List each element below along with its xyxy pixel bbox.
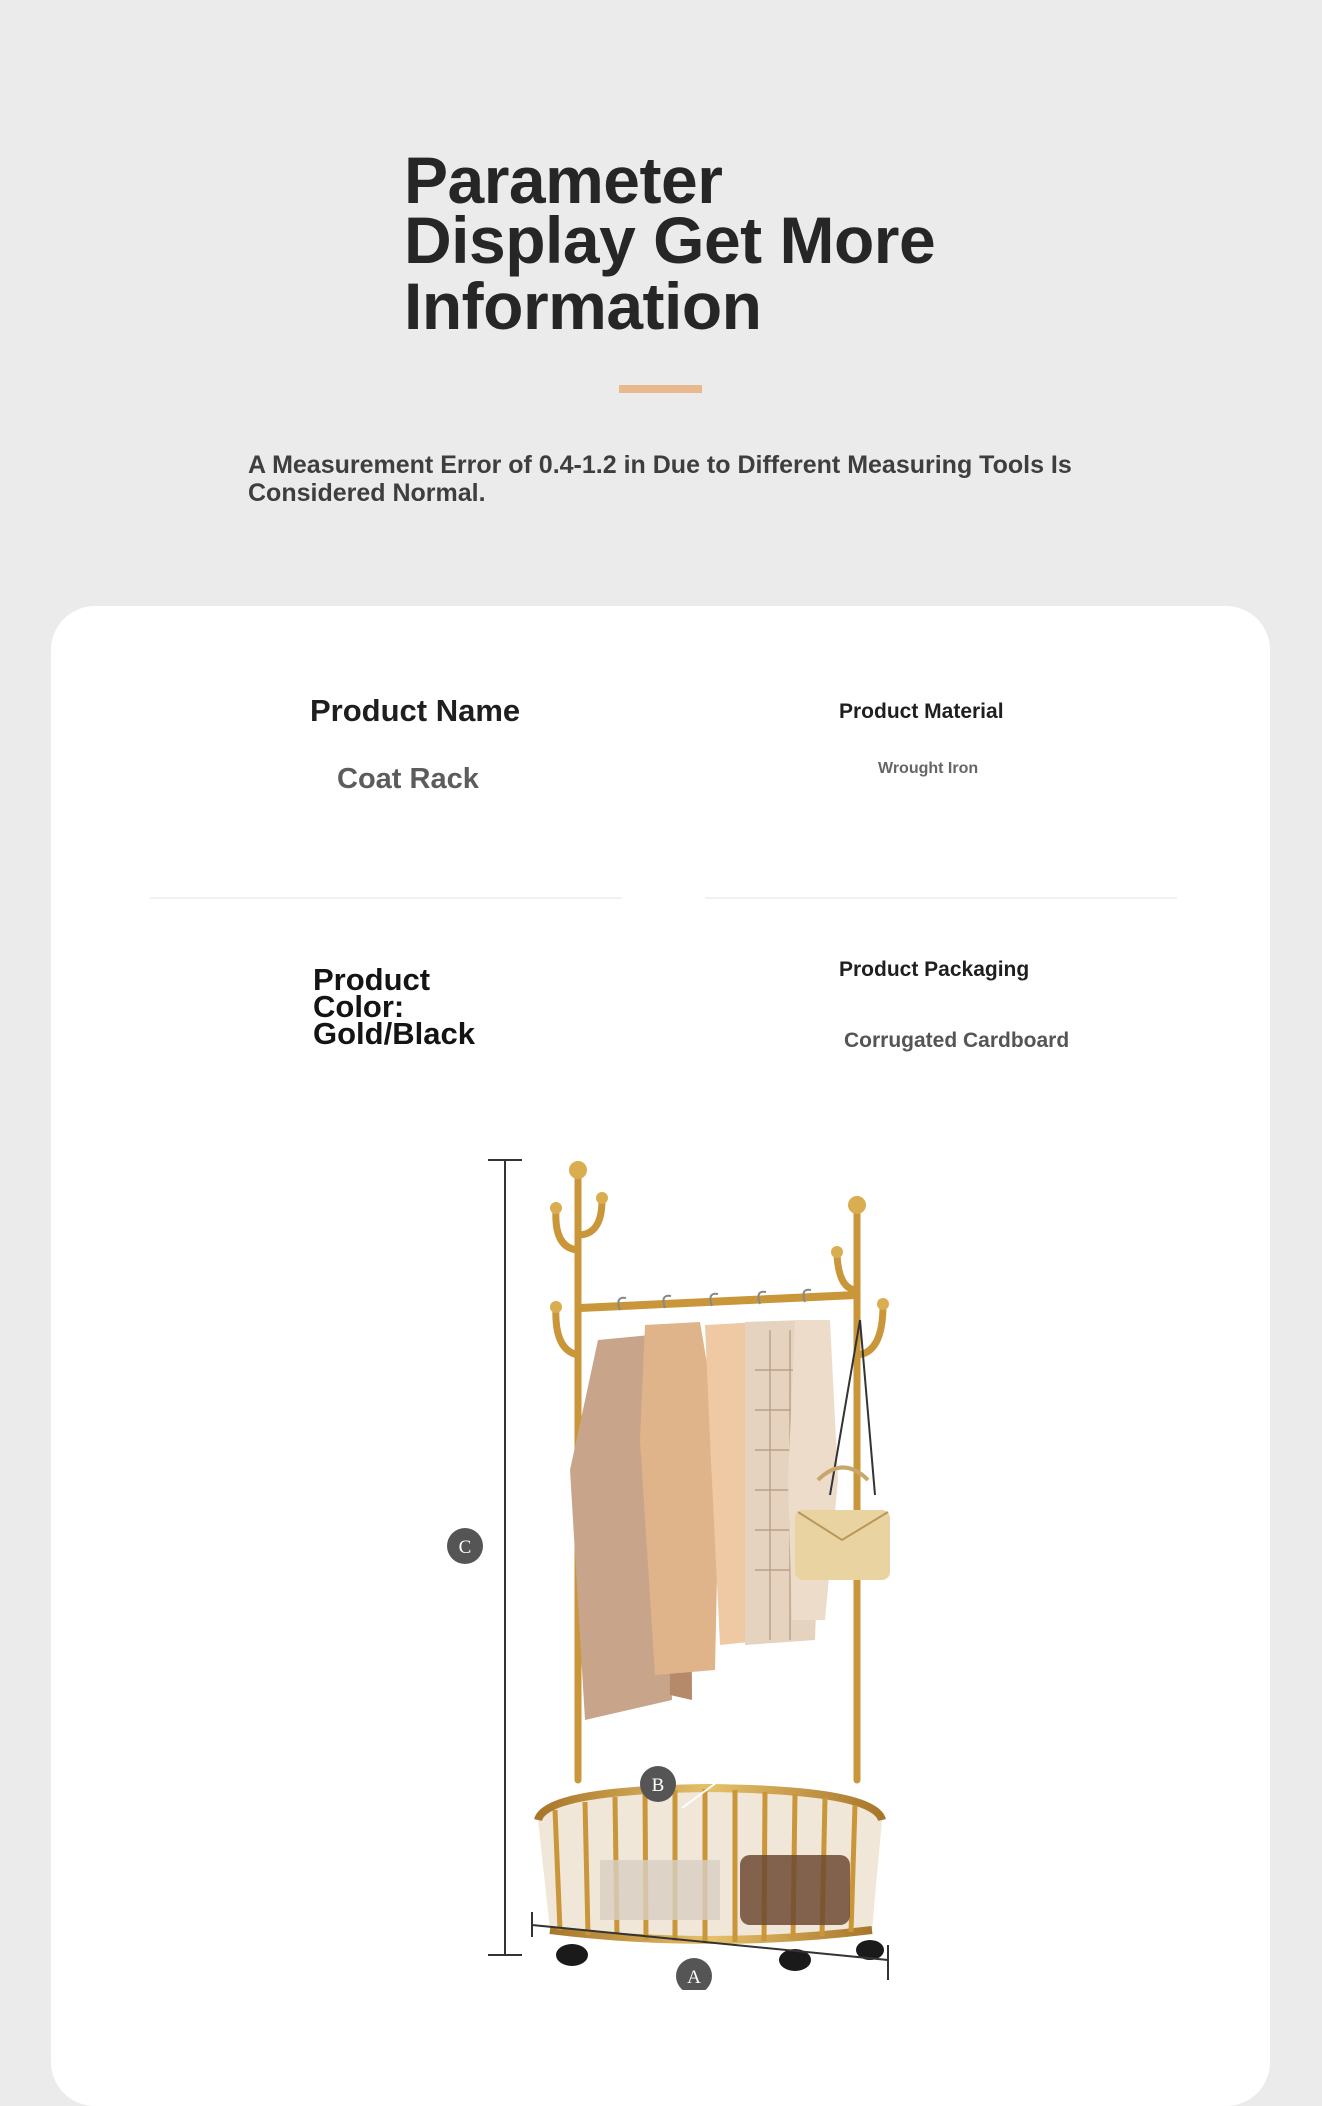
marker-c-label: C — [458, 1537, 472, 1558]
page-title — [404, 143, 964, 343]
marker-a — [676, 1958, 712, 1990]
marker-c — [447, 1528, 483, 1564]
title-line-3: Information — [404, 269, 762, 343]
measurement-note: A Measurement Error of 0.4-1.2 in Due to Different Measuring Tools Is Considered Normal. — [248, 451, 1072, 507]
product-material-value: Wrought Iron — [878, 760, 979, 777]
storage-basket — [538, 1788, 882, 1942]
title-line-1: Parameter — [404, 143, 723, 217]
product-packaging-label: Product Packaging — [839, 958, 1030, 981]
row-divider-right — [705, 897, 1177, 899]
title-line-2: Display Get More — [404, 203, 936, 277]
product-material-label: Product Material — [839, 700, 1004, 723]
product-name-value: Coat Rack — [337, 763, 479, 795]
product-packaging-value: Corrugated Cardboard — [844, 1029, 1070, 1052]
marker-b-label: B — [651, 1775, 665, 1796]
marker-a-label: A — [687, 1967, 701, 1988]
product-color-label: Product Color: Gold/Black — [313, 962, 475, 1051]
coat-rack-illustration — [420, 1140, 940, 1990]
accent-divider — [619, 385, 702, 393]
row-divider-left — [150, 897, 622, 899]
marker-b — [640, 1766, 676, 1802]
rack-finials — [550, 1161, 889, 1313]
height-dimension-line — [488, 1160, 522, 1955]
product-name-label: Product Name — [310, 693, 521, 728]
